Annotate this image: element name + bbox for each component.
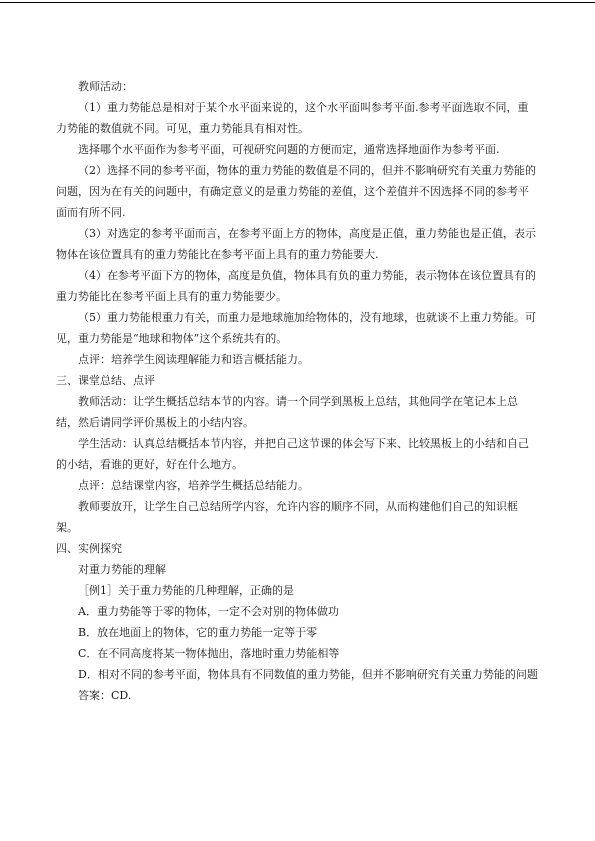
option-b: B．放在地面上的物体，它的重力势能一定等于零 [78, 626, 318, 639]
student-activity-paragraph: 学生活动：认真总结概括本节内容，并把自己这节课的体会写下来、比较黑板上的小结和自己的小结，看谁的更好，好在什么地方。 [56, 437, 529, 471]
point-2-paragraph: （2）选择不同的参考平面，物体的重力势能的数值是不同的，但并不影响研究有关重力势能的问题，因为在有关的问题中，有确定意义的是重力势能的差值，这个差值并不因选择不同的参考平面而有所不同. [56, 164, 536, 219]
reference-plane-choice-paragraph: 选择哪个水平面作为参考平面，可视研究问题的方便而定，通常选择地面作为参考平面. [78, 143, 500, 156]
comment-paragraph: 点评：培养学生阅读理解能力和语言概括能力。 [78, 353, 309, 366]
point-5-paragraph: （5）重力势能根重力有关，而重力是地球施加给物体的，没有地球，也就谈不上重力势能。可见，重力势能是“地球和物体”这个系统共有的。 [56, 311, 536, 345]
summary-comment-paragraph: 点评：总结课堂内容，培养学生概括总结能力。 [78, 479, 309, 492]
point-1-paragraph: （1）重力势能总是相对于某个水平面来说的，这个水平面叫参考平面.参考平面选取不同，重力势能的数值就不同。可见，重力势能具有相对性。 [56, 101, 529, 135]
section-3-heading: 三、课堂总结、点评 [56, 374, 155, 387]
option-d: D．相对不同的参考平面，物体具有不同数值的重力势能，但并不影响研究有关重力势能的问题 [78, 668, 538, 681]
header-rule [0, 2, 595, 3]
point-4-paragraph: （4）在参考平面下方的物体，高度是负值，物体具有负的重力势能，表示物体在该位置具有的重力势能比在参考平面上具有的重力势能要少。 [56, 269, 536, 303]
teacher-note-paragraph: 教师要放开，让学生自己总结所学内容，允许内容的顺序不同，从而构建他们自己的知识框架。 [56, 500, 518, 534]
point-3-paragraph: （3）对选定的参考平面而言，在参考平面上方的物体，高度是正值，重力势能也是正值，表示物体在该位置具有的重力势能比在参考平面上具有的重力势能要大. [56, 227, 536, 261]
teacher-activity-heading: 教师活动： [78, 80, 133, 93]
example-question: ［例1］关于重力势能的几种理解，正确的是 [78, 584, 294, 597]
section-4-heading: 四、实例探究 [56, 542, 122, 555]
option-a: A．重力势能等于零的物体，一定不会对别的物体做功 [78, 605, 339, 618]
document-body [56, 76, 538, 706]
answer-line: 答案：CD. [78, 689, 132, 702]
teacher-activity-summary-paragraph: 教师活动：让学生概括总结本节的内容。请一个同学到黑板上总结，其他同学在笔记本上总结，然后请同学评价黑板上的小结内容。 [56, 395, 518, 429]
topic-heading: 对重力势能的理解 [78, 563, 166, 576]
option-c: C．在不同高度将某一物体抛出，落地时重力势能相等 [78, 647, 340, 660]
